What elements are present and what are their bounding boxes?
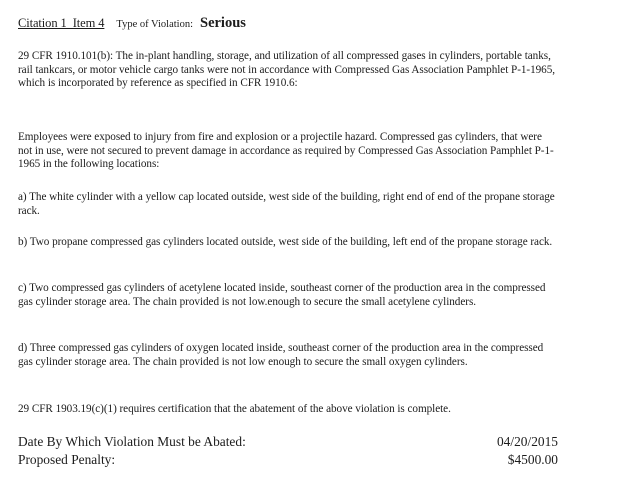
proposed-penalty-value: $4500.00 <box>507 452 558 467</box>
location-item-d: d) Three compressed gas cylinders of oxygen located inside, southeast corner of the production area in the compressed gas cylinder storage area. The chain provided is not low enough to secure the small oxygen cylinders. <box>18 342 544 368</box>
certification-text: 29 CFR 1903.19(c)(1) requires certification that the abatement of the above violation is complete. <box>18 403 451 415</box>
abatement-date-row <box>18 434 558 450</box>
citation-item-label: Citation 1 Item 4 <box>18 16 105 30</box>
violation-type-label: Type of Violation: <box>116 19 193 30</box>
location-item-b: b) Two propane compressed gas cylinders located outside, west side of the building, left end of the propane storage rack. <box>18 236 553 248</box>
standard-violation-text: 29 CFR 1910.101(b): The in-plant handling, storage, and utilization of all compressed gases in cylinders, portable tanks, rail tankcars, or motor vehicle cargo tanks were not in accordance with Compressed Gas Association Pamphlet P-1-1965, which is incorporated by reference as specified in CFR 1910.6: <box>18 50 556 90</box>
abatement-date-label: Date By Which Violation Must be Abated: <box>18 434 246 449</box>
violation-type-value: Serious <box>200 15 246 31</box>
abatement-date-value: 04/20/2015 <box>496 434 558 449</box>
proposed-penalty-row <box>18 452 558 468</box>
location-item-a: a) The white cylinder with a yellow cap located outside, west side of the building, right end of end of the propane storage rack. <box>18 191 555 217</box>
proposed-penalty-label: Proposed Penalty: <box>18 452 116 467</box>
citation-header <box>18 14 246 32</box>
hazard-description-text: Employees were exposed to injury from fire and explosion or a projectile hazard. Compressed gas cylinders, that were not in use, were not secured to prevent damage in accordance as required by Compressed Gas Association Pamphlet P-1-1965 in the following locations: <box>18 131 554 171</box>
location-item-c: c) Two compressed gas cylinders of acetylene located inside, southeast corner of the production area in the compressed gas cylinder storage area. The chain provided is not low.enough to secure the small acetylene cylinders. <box>18 282 546 308</box>
